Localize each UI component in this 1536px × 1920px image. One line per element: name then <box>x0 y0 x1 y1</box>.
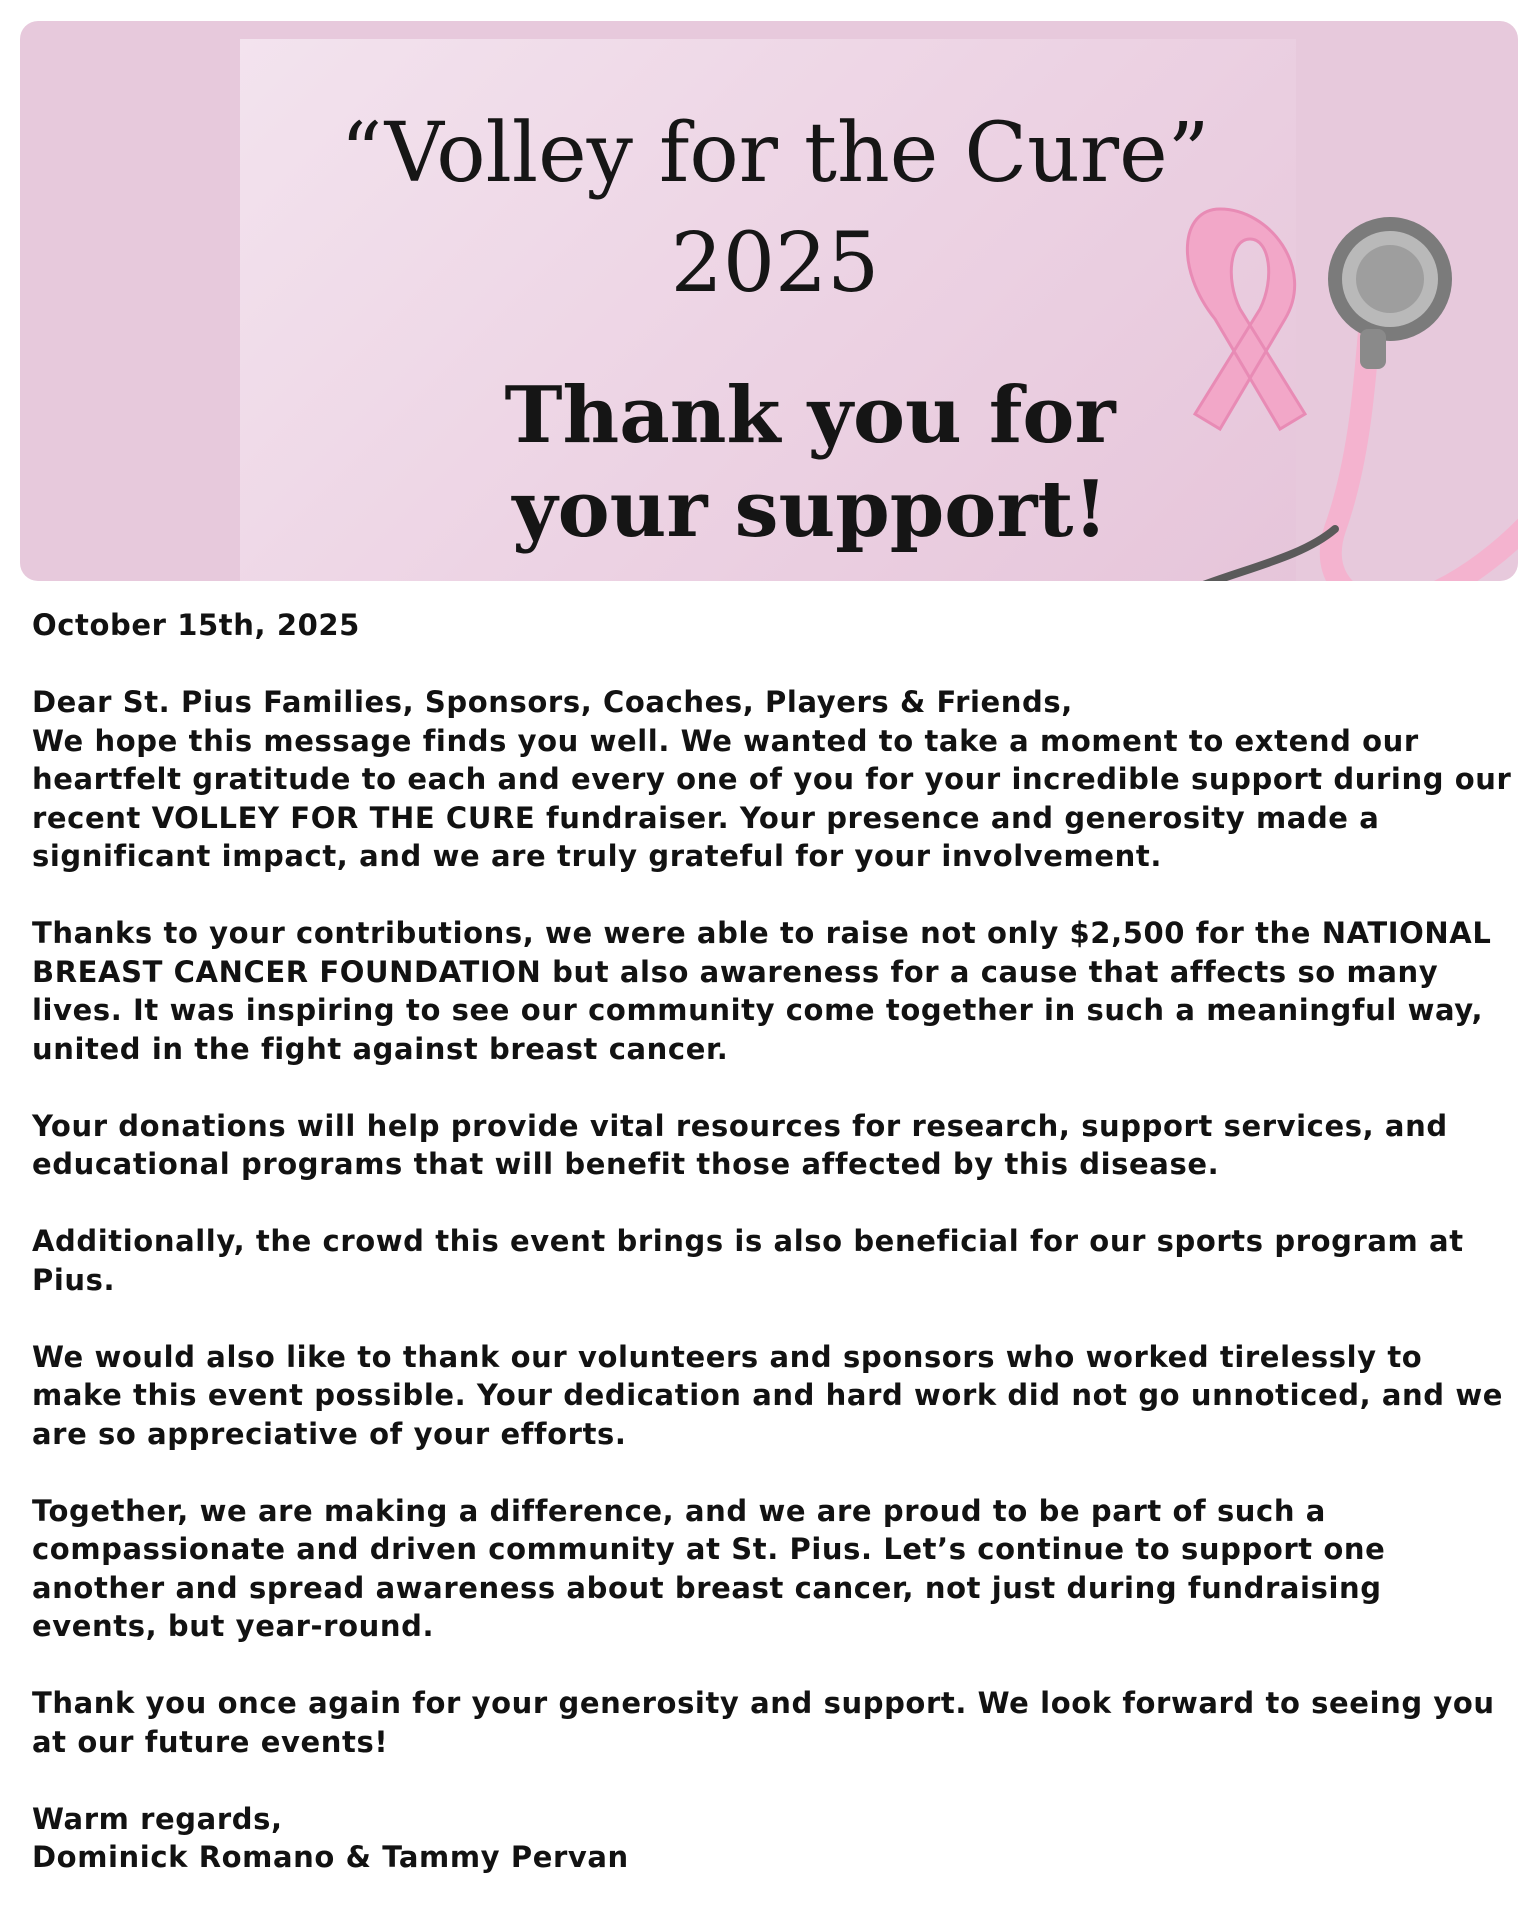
letter-paragraph-4: Additionally, the crowd this event brings is also beneficial for our sports program at Pius. <box>32 1224 1464 1297</box>
banner-card <box>240 39 1296 581</box>
letter-greeting-and-intro <box>32 683 1512 876</box>
letter-paragraph-6: Together, we are making a difference, and we are proud to be part of such a compassionate and driven community at St. Pius. Let’s continue to support one another and spread awareness about breast cancer, not just during fundraising events, but year-round. <box>32 1493 1386 1643</box>
banner-title: “Volley for the Cure” <box>340 106 1210 201</box>
banner-thanks <box>490 369 1130 556</box>
letter-signature: Dominick Romano & Tammy Pervan <box>32 1840 629 1874</box>
banner-year: 2025 <box>670 216 880 311</box>
stethoscope-icon <box>1331 319 1518 581</box>
banner <box>20 21 1518 581</box>
banner-thanks-line1: Thank you for <box>504 370 1116 461</box>
banner-thanks-line2: your support! <box>512 463 1108 555</box>
letter-greeting: Dear St. Pius Families, Sponsors, Coaches, Players & Friends, <box>32 685 1073 719</box>
letter-paragraph-2: Thanks to your contributions, we were able to raise not only $2,500 for the NATIONAL BREAST CANCER FOUNDATION but also awareness for a cause that affects so many lives. It was inspiring to see our community come together in such a meaningful way, united in the fight against breast cancer. <box>32 916 1492 1066</box>
letter-paragraph-3: Your donations will help provide vital resources for research, support services, and educational programs that will benefit those affected by this disease. <box>32 1108 1448 1181</box>
pink-ribbon-icon <box>1187 209 1305 429</box>
letter-paragraph-5: We would also like to thank our volunteers and sponsors who worked tirelessly to make this event possible. Your dedication and hard work did not go unnoticed, and we are so appreciative of your efforts. <box>32 1339 1504 1451</box>
letter-body <box>32 606 1512 1877</box>
letter-paragraph-1: We hope this message finds you well. We wanted to take a moment to extend our heartfelt gratitude to each and every one of you for your incredible support during our recent VOLLEY FOR THE CURE fundraiser. Your presence and generosity made a significant impact, and we are truly grateful for your involvement. <box>32 723 1512 873</box>
ribbon-stethoscope-illustration <box>1120 199 1518 581</box>
letter-signoff <box>32 1800 1512 1877</box>
letter-paragraph-7: Thank you once again for your generosity and support. We look forward to seeing you at our future events! <box>32 1686 1495 1759</box>
letter-date: October 15th, 2025 <box>32 608 360 642</box>
letter-closing: Warm regards, <box>32 1801 283 1836</box>
